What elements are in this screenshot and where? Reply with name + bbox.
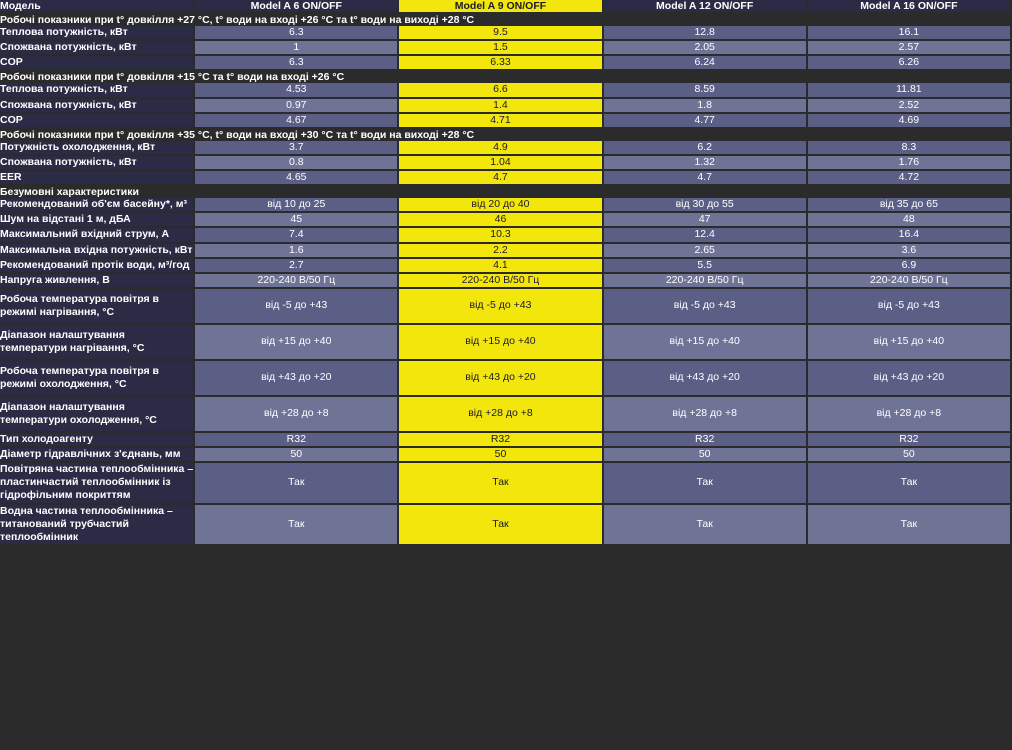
- row-value: від +15 до +40: [398, 324, 602, 360]
- row-value: 220-240 В/50 Гц: [398, 273, 602, 288]
- table-row: [0, 324, 1011, 360]
- row-value: від +15 до +40: [194, 324, 398, 360]
- table-row: [0, 155, 1011, 170]
- row-value: від +28 до +8: [603, 396, 807, 432]
- table-row: [0, 40, 1011, 55]
- row-label: Діапазон налаштування температури нагрівання, °С: [0, 324, 194, 360]
- row-value: 16.4: [807, 227, 1011, 242]
- table-row: [0, 198, 1011, 212]
- row-value: 9.5: [398, 26, 602, 40]
- row-value: 2.52: [807, 98, 1011, 113]
- row-value: 45: [194, 212, 398, 227]
- row-value: 8.3: [807, 141, 1011, 155]
- row-value: Так: [194, 462, 398, 503]
- row-label: Діаметр гідравлічних з'єднань, мм: [0, 447, 194, 462]
- row-value: 6.3: [194, 55, 398, 70]
- row-value: 1.04: [398, 155, 602, 170]
- section-header-row: [0, 128, 1011, 141]
- row-value: 50: [603, 447, 807, 462]
- row-value: 6.9: [807, 258, 1011, 273]
- table-row: [0, 447, 1011, 462]
- row-value: Так: [807, 462, 1011, 503]
- row-label: Потужність охолодження, кВт: [0, 141, 194, 155]
- row-value: 3.6: [807, 243, 1011, 258]
- row-value: 10.3: [398, 227, 602, 242]
- row-value: від +43 до +20: [807, 360, 1011, 396]
- row-value: 50: [194, 447, 398, 462]
- row-value: 50: [398, 447, 602, 462]
- row-value: 46: [398, 212, 602, 227]
- row-value: 12.4: [603, 227, 807, 242]
- row-value: 1.76: [807, 155, 1011, 170]
- row-value: від 10 до 25: [194, 198, 398, 212]
- row-value: від -5 до +43: [807, 288, 1011, 324]
- row-value: від +43 до +20: [398, 360, 602, 396]
- row-value: 4.71: [398, 113, 602, 128]
- section-title: Робочі показники при t° довкілля +35 °С, t° води на вході +30 °С та t° води на виході +28 °С: [0, 128, 1011, 141]
- row-value: Так: [603, 462, 807, 503]
- row-value: 6.2: [603, 141, 807, 155]
- row-label: COP: [0, 113, 194, 128]
- row-value: від +15 до +40: [807, 324, 1011, 360]
- table-row: [0, 98, 1011, 113]
- row-value: 4.72: [807, 170, 1011, 185]
- row-value: 5.5: [603, 258, 807, 273]
- row-label: Максимальна вхідна потужність, кВт: [0, 243, 194, 258]
- row-value: Так: [603, 504, 807, 545]
- section-header-row: [0, 70, 1011, 83]
- row-value: Так: [398, 504, 602, 545]
- row-value: 1.5: [398, 40, 602, 55]
- table-row: [0, 113, 1011, 128]
- table-row: [0, 258, 1011, 273]
- row-value: 1.4: [398, 98, 602, 113]
- row-value: 50: [807, 447, 1011, 462]
- row-value: 2.65: [603, 243, 807, 258]
- row-label: COP: [0, 55, 194, 70]
- table-row: [0, 396, 1011, 432]
- row-value: 2.7: [194, 258, 398, 273]
- row-value: 220-240 В/50 Гц: [603, 273, 807, 288]
- row-value: 1.32: [603, 155, 807, 170]
- row-value: R32: [194, 432, 398, 447]
- row-value: 47: [603, 212, 807, 227]
- row-value: від 30 до 55: [603, 198, 807, 212]
- row-value: R32: [398, 432, 602, 447]
- row-value: від -5 до +43: [194, 288, 398, 324]
- row-label: Рекомендований об'єм басейну*, м³: [0, 198, 194, 212]
- row-value: 220-240 В/50 Гц: [807, 273, 1011, 288]
- row-label: Спожвана потужність, кВт: [0, 40, 194, 55]
- table-row: [0, 360, 1011, 396]
- row-value: R32: [603, 432, 807, 447]
- row-value: Так: [807, 504, 1011, 545]
- table-row: [0, 288, 1011, 324]
- row-value: 220-240 В/50 Гц: [194, 273, 398, 288]
- table-row: [0, 141, 1011, 155]
- table-row: [0, 227, 1011, 242]
- row-value: 2.2: [398, 243, 602, 258]
- row-label: EER: [0, 170, 194, 185]
- table-row: [0, 55, 1011, 70]
- row-value: 16.1: [807, 26, 1011, 40]
- row-value: 2.05: [603, 40, 807, 55]
- row-value: 0.97: [194, 98, 398, 113]
- row-value: 1.6: [194, 243, 398, 258]
- row-value: від -5 до +43: [398, 288, 602, 324]
- table-header-row: [0, 0, 1011, 13]
- table-row: [0, 432, 1011, 447]
- header-model-cell: Model A 6 ON/OFF: [194, 0, 398, 13]
- section-title: Робочі показники при t° довкілля +27 °С, t° води на вході +26 °С та t° води на виході +28 °С: [0, 13, 1011, 26]
- table-row: [0, 243, 1011, 258]
- row-value: Так: [398, 462, 602, 503]
- row-value: 11.81: [807, 83, 1011, 97]
- row-value: 3.7: [194, 141, 398, 155]
- row-value: 8.59: [603, 83, 807, 97]
- table-row: [0, 26, 1011, 40]
- row-value: від 35 до 65: [807, 198, 1011, 212]
- row-label: Рекомендований протік води, м³/год: [0, 258, 194, 273]
- row-value: 6.33: [398, 55, 602, 70]
- row-value: 1: [194, 40, 398, 55]
- row-label: Спожвана потужність, кВт: [0, 98, 194, 113]
- row-value: 0.8: [194, 155, 398, 170]
- row-label: Максимальний вхідний струм, А: [0, 227, 194, 242]
- header-model-cell: Model A 9 ON/OFF: [398, 0, 602, 13]
- row-value: 48: [807, 212, 1011, 227]
- table-row: [0, 504, 1011, 545]
- row-value: від 20 до 40: [398, 198, 602, 212]
- row-value: 4.1: [398, 258, 602, 273]
- row-value: 6.24: [603, 55, 807, 70]
- section-header-row: [0, 185, 1011, 198]
- table-row: [0, 83, 1011, 97]
- row-value: 2.57: [807, 40, 1011, 55]
- header-model-cell: Model A 16 ON/OFF: [807, 0, 1011, 13]
- row-value: 4.9: [398, 141, 602, 155]
- row-label: Тип холодоагенту: [0, 432, 194, 447]
- row-value: від +28 до +8: [194, 396, 398, 432]
- row-label: Робоча температура повітря в режимі нагрівання, °С: [0, 288, 194, 324]
- row-value: від +43 до +20: [603, 360, 807, 396]
- row-label: Спожвана потужність, кВт: [0, 155, 194, 170]
- row-value: 4.69: [807, 113, 1011, 128]
- header-model-cell: Model A 12 ON/OFF: [603, 0, 807, 13]
- row-value: 6.6: [398, 83, 602, 97]
- table-row: [0, 273, 1011, 288]
- row-value: 12.8: [603, 26, 807, 40]
- row-value: Так: [194, 504, 398, 545]
- table-row: [0, 170, 1011, 185]
- header-label-cell: Модель: [0, 0, 194, 13]
- row-label: Напруга живлення, В: [0, 273, 194, 288]
- section-title: Робочі показники при t° довкілля +15 °С та t° води на вході +26 °С: [0, 70, 1011, 83]
- row-label: Робоча температура повітря в режимі охолодження, °С: [0, 360, 194, 396]
- section-header-row: [0, 13, 1011, 26]
- row-value: 4.53: [194, 83, 398, 97]
- row-label: Шум на відстані 1 м, дБА: [0, 212, 194, 227]
- row-label: Водна частина теплообмінника – титанований трубчастий теплообмінник: [0, 504, 194, 545]
- row-value: від +15 до +40: [603, 324, 807, 360]
- row-value: 6.26: [807, 55, 1011, 70]
- row-value: 4.7: [398, 170, 602, 185]
- row-value: від +28 до +8: [807, 396, 1011, 432]
- section-title: Безумовні характеристики: [0, 185, 1011, 198]
- row-value: 6.3: [194, 26, 398, 40]
- row-value: 4.7: [603, 170, 807, 185]
- row-value: від -5 до +43: [603, 288, 807, 324]
- row-value: від +28 до +8: [398, 396, 602, 432]
- table-row: [0, 462, 1011, 503]
- row-value: 1.8: [603, 98, 807, 113]
- row-value: 7.4: [194, 227, 398, 242]
- row-value: 4.77: [603, 113, 807, 128]
- row-label: Повітряна частина теплообмінника – пластинчастий теплообмінник із гідрофільним покриттям: [0, 462, 194, 503]
- row-value: 4.65: [194, 170, 398, 185]
- row-value: 4.67: [194, 113, 398, 128]
- row-value: від +43 до +20: [194, 360, 398, 396]
- row-label: Теплова потужність, кВт: [0, 26, 194, 40]
- row-label: Теплова потужність, кВт: [0, 83, 194, 97]
- row-value: R32: [807, 432, 1011, 447]
- table-row: [0, 212, 1011, 227]
- row-label: Діапазон налаштування температури охолодження, °С: [0, 396, 194, 432]
